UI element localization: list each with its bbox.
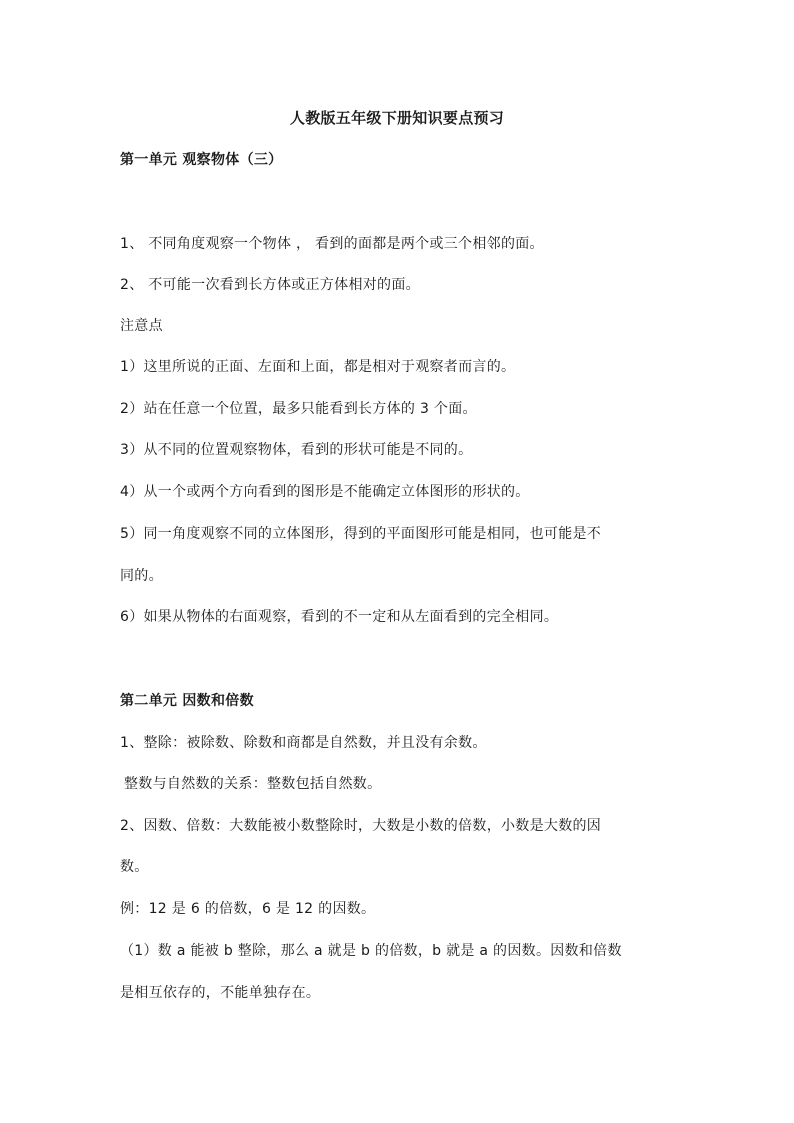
unit2-sub-1-line-2: 是相互依存的，不能单独存在。	[120, 985, 321, 1001]
unit1-point-2: 2、 不可能一次看到长方体或正方体相对的面。	[120, 277, 420, 293]
note-6: 6）如果从物体的右面观察，看到的不一定和从左面看到的完全相同。	[120, 609, 559, 625]
unit2-item-2-line-2: 数。	[120, 859, 149, 875]
unit2-heading: 第二单元 因数和倍数	[120, 693, 254, 709]
unit2-item-2-line-1: 2、因数、倍数：大数能被小数整除时，大数是小数的倍数，小数是大数的因	[120, 818, 602, 834]
unit2-sub-1-line-1: （1）数 a 能被 b 整除，那么 a 就是 b 的倍数，b 就是 a 的因数。因数和倍数	[120, 943, 622, 959]
note-3: 3）从不同的位置观察物体，看到的形状可能是不同的。	[120, 442, 473, 458]
note-4: 4）从一个或两个方向看到的图形是不能确定立体图形的形状的。	[120, 484, 530, 500]
note-1: 1）这里所说的正面、左面和上面，都是相对于观察者而言的。	[120, 359, 516, 375]
notes-label: 注意点	[120, 318, 163, 334]
unit2-example: 例：12 是 6 的倍数，6 是 12 的因数。	[120, 901, 376, 917]
unit1-point-1: 1、 不同角度观察一个物体 ， 看到的面都是两个或三个相邻的面。	[120, 236, 544, 252]
unit1-heading: 第一单元 观察物体（三）	[120, 152, 283, 168]
document-title: 人教版五年级下册知识要点预习	[289, 109, 505, 127]
note-5-line-2: 同的。	[120, 568, 163, 584]
note-5-line-1: 5）同一角度观察不同的立体图形，得到的平面图形可能是相同，也可能是不	[120, 526, 602, 542]
unit2-item-1: 1、整除：被除数、除数和商都是自然数，并且没有余数。	[120, 735, 487, 751]
note-2: 2）站在任意一个位置，最多只能看到长方体的 3 个面。	[120, 401, 477, 417]
unit2-item-1-sub: 整数与自然数的关系：整数包括自然数。	[124, 776, 382, 792]
